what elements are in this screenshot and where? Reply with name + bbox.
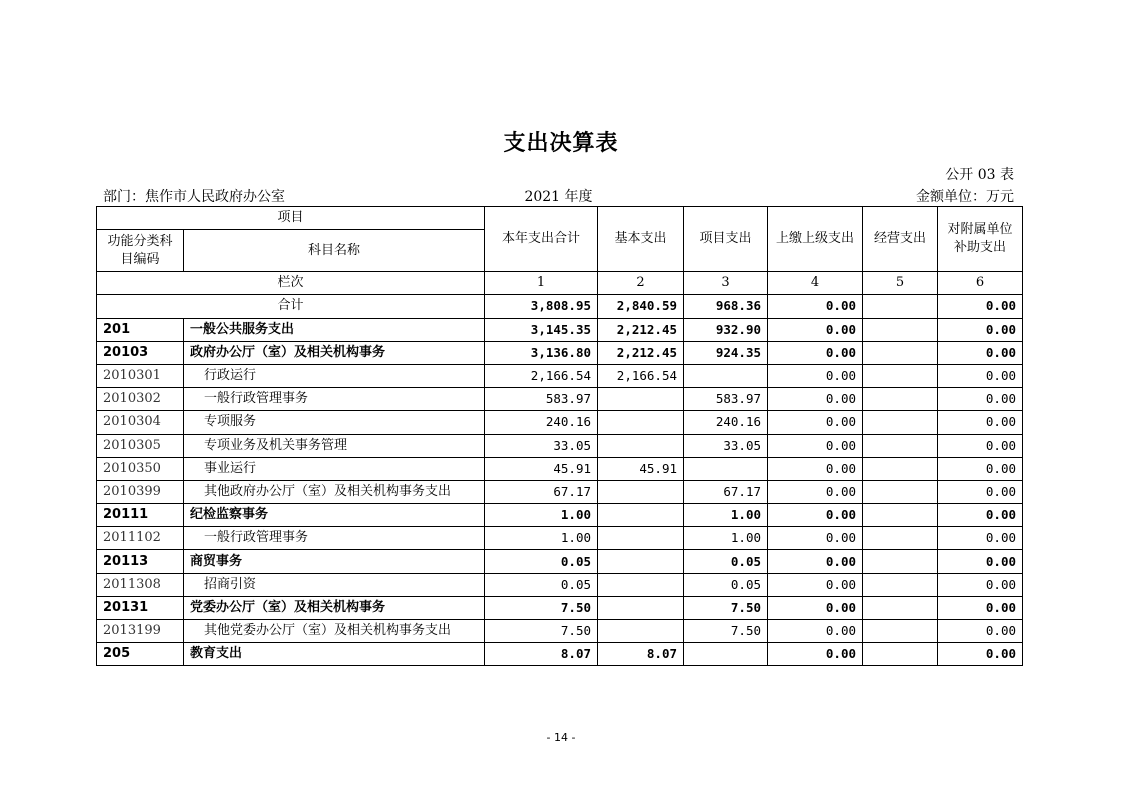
- row-c5: [863, 596, 938, 619]
- row-c2: 45.91: [598, 457, 684, 480]
- row-c4: 0.00: [768, 573, 863, 596]
- row-c4: 0.00: [768, 318, 863, 341]
- total-c4: 0.00: [768, 295, 863, 318]
- row-c1: 33.05: [485, 434, 598, 457]
- page-title: 支出决算表: [503, 131, 619, 156]
- table-row: [97, 480, 1023, 503]
- row-c3: 1.00: [684, 527, 768, 550]
- header-n4: 4: [768, 272, 863, 295]
- row-c6: 0.00: [938, 643, 1023, 666]
- header-project: 项目: [97, 207, 485, 230]
- table-row: [97, 620, 1023, 643]
- row-name: 一般行政管理事务: [184, 527, 485, 550]
- row-code: 2010302: [97, 388, 184, 411]
- row-c3: 583.97: [684, 388, 768, 411]
- row-c6: 0.00: [938, 411, 1023, 434]
- table-row: [97, 411, 1023, 434]
- header-col3: 项目支出: [684, 207, 768, 272]
- header-col1: 本年支出合计: [485, 207, 598, 272]
- unit-label: 金额单位：万元: [916, 189, 1014, 205]
- row-c5: [863, 411, 938, 434]
- total-c1: 3,808.95: [485, 295, 598, 318]
- table-number: 公开 03 表: [945, 167, 1014, 183]
- row-name: 党委办公厅（室）及相关机构事务: [184, 596, 485, 619]
- row-code: 2010304: [97, 411, 184, 434]
- row-c6: 0.00: [938, 318, 1023, 341]
- row-c2: [598, 480, 684, 503]
- row-c2: 8.07: [598, 643, 684, 666]
- header-n3: 3: [684, 272, 768, 295]
- total-c3: 968.36: [684, 295, 768, 318]
- row-c2: [598, 527, 684, 550]
- row-c5: [863, 620, 938, 643]
- row-c2: [598, 434, 684, 457]
- row-c2: [598, 620, 684, 643]
- row-c6: 0.00: [938, 434, 1023, 457]
- table-row: [97, 596, 1023, 619]
- row-c1: 583.97: [485, 388, 598, 411]
- row-c4: 0.00: [768, 411, 863, 434]
- row-name: 行政运行: [184, 364, 485, 387]
- total-c2: 2,840.59: [598, 295, 684, 318]
- row-code: 20103: [97, 341, 184, 364]
- row-c1: 0.05: [485, 550, 598, 573]
- row-c6: 0.00: [938, 550, 1023, 573]
- row-code: 2010301: [97, 364, 184, 387]
- row-c5: [863, 434, 938, 457]
- row-name: 纪检监察事务: [184, 504, 485, 527]
- header-n1: 1: [485, 272, 598, 295]
- row-c2: 2,166.54: [598, 364, 684, 387]
- table-row: [97, 388, 1023, 411]
- table-row: [97, 550, 1023, 573]
- row-name: 政府办公厅（室）及相关机构事务: [184, 341, 485, 364]
- row-code: 2011102: [97, 527, 184, 550]
- row-c5: [863, 388, 938, 411]
- row-c3: 924.35: [684, 341, 768, 364]
- row-code: 20131: [97, 596, 184, 619]
- header-row-label: 栏次: [97, 272, 485, 295]
- row-c2: [598, 596, 684, 619]
- row-c1: 7.50: [485, 596, 598, 619]
- row-c4: 0.00: [768, 364, 863, 387]
- row-c1: 240.16: [485, 411, 598, 434]
- row-c1: 1.00: [485, 527, 598, 550]
- row-c1: 3,136.80: [485, 341, 598, 364]
- year-label: 2021 年度: [524, 189, 593, 205]
- row-code: 2013199: [97, 620, 184, 643]
- row-c1: 2,166.54: [485, 364, 598, 387]
- row-c4: 0.00: [768, 480, 863, 503]
- row-name: 专项业务及机关事务管理: [184, 434, 485, 457]
- row-c3: 7.50: [684, 596, 768, 619]
- row-c1: 0.05: [485, 573, 598, 596]
- table-row: [97, 434, 1023, 457]
- row-c3: 932.90: [684, 318, 768, 341]
- row-c6: 0.00: [938, 620, 1023, 643]
- row-c1: 45.91: [485, 457, 598, 480]
- department-label: 部门：焦作市人民政府办公室: [103, 189, 285, 205]
- header-n6: 6: [938, 272, 1023, 295]
- row-c3: 67.17: [684, 480, 768, 503]
- row-c3: 33.05: [684, 434, 768, 457]
- row-code: 2010305: [97, 434, 184, 457]
- total-row: [97, 295, 1023, 318]
- row-c4: 0.00: [768, 527, 863, 550]
- row-c3: 240.16: [684, 411, 768, 434]
- row-name: 教育支出: [184, 643, 485, 666]
- row-c5: [863, 573, 938, 596]
- row-c2: [598, 411, 684, 434]
- row-name: 商贸事务: [184, 550, 485, 573]
- row-c5: [863, 550, 938, 573]
- row-c4: 0.00: [768, 596, 863, 619]
- row-c4: 0.00: [768, 341, 863, 364]
- row-c5: [863, 364, 938, 387]
- row-c4: 0.00: [768, 434, 863, 457]
- row-c4: 0.00: [768, 643, 863, 666]
- row-code: 2011308: [97, 573, 184, 596]
- row-c5: [863, 457, 938, 480]
- header-col6: 对附属单位补助支出: [938, 207, 1023, 272]
- header-col4: 上缴上级支出: [768, 207, 863, 272]
- row-code: 20111: [97, 504, 184, 527]
- row-code: 201: [97, 318, 184, 341]
- header-func-code: 功能分类科目编码: [97, 230, 184, 272]
- total-c6: 0.00: [938, 295, 1023, 318]
- header-n2: 2: [598, 272, 684, 295]
- row-name: 一般行政管理事务: [184, 388, 485, 411]
- row-c6: 0.00: [938, 341, 1023, 364]
- table-row: [97, 643, 1023, 666]
- row-c5: [863, 318, 938, 341]
- row-c3: [684, 643, 768, 666]
- row-name: 其他党委办公厅（室）及相关机构事务支出: [184, 620, 485, 643]
- row-c3: 0.05: [684, 573, 768, 596]
- table-row: [97, 504, 1023, 527]
- row-c6: 0.00: [938, 388, 1023, 411]
- row-c4: 0.00: [768, 550, 863, 573]
- row-c6: 0.00: [938, 504, 1023, 527]
- row-c1: 8.07: [485, 643, 598, 666]
- row-c6: 0.00: [938, 573, 1023, 596]
- row-c2: [598, 550, 684, 573]
- row-name: 其他政府办公厅（室）及相关机构事务支出: [184, 480, 485, 503]
- table-row: [97, 527, 1023, 550]
- page-number: - 14 -: [546, 731, 576, 744]
- row-c5: [863, 341, 938, 364]
- row-c6: 0.00: [938, 596, 1023, 619]
- row-c3: 1.00: [684, 504, 768, 527]
- row-code: 2010399: [97, 480, 184, 503]
- row-c3: [684, 457, 768, 480]
- row-name: 一般公共服务支出: [184, 318, 485, 341]
- total-label: 合计: [97, 295, 485, 318]
- header-n5: 5: [863, 272, 938, 295]
- row-code: 20113: [97, 550, 184, 573]
- row-c5: [863, 480, 938, 503]
- row-c2: 2,212.45: [598, 341, 684, 364]
- row-c5: [863, 527, 938, 550]
- row-c3: [684, 364, 768, 387]
- row-c3: 7.50: [684, 620, 768, 643]
- row-c6: 0.00: [938, 457, 1023, 480]
- row-c2: [598, 573, 684, 596]
- row-c4: 0.00: [768, 457, 863, 480]
- row-c2: [598, 504, 684, 527]
- row-code: 2010350: [97, 457, 184, 480]
- row-c2: 2,212.45: [598, 318, 684, 341]
- row-c4: 0.00: [768, 388, 863, 411]
- row-c3: 0.05: [684, 550, 768, 573]
- table-row: [97, 318, 1023, 341]
- row-c1: 7.50: [485, 620, 598, 643]
- row-c4: 0.00: [768, 620, 863, 643]
- row-c6: 0.00: [938, 364, 1023, 387]
- header-subject-name: 科目名称: [184, 230, 485, 272]
- table-row: [97, 457, 1023, 480]
- row-c6: 0.00: [938, 480, 1023, 503]
- header-col2: 基本支出: [598, 207, 684, 272]
- row-c6: 0.00: [938, 527, 1023, 550]
- table-row: [97, 364, 1023, 387]
- table-row: [97, 573, 1023, 596]
- table-row: [97, 341, 1023, 364]
- total-c5: [863, 295, 938, 318]
- row-name: 招商引资: [184, 573, 485, 596]
- row-c1: 1.00: [485, 504, 598, 527]
- header-col5: 经营支出: [863, 207, 938, 272]
- row-code: 205: [97, 643, 184, 666]
- row-name: 专项服务: [184, 411, 485, 434]
- expenditure-table: [96, 206, 1023, 666]
- row-c1: 67.17: [485, 480, 598, 503]
- row-c4: 0.00: [768, 504, 863, 527]
- row-c2: [598, 388, 684, 411]
- row-c5: [863, 504, 938, 527]
- meta-line: [103, 186, 1014, 206]
- row-name: 事业运行: [184, 457, 485, 480]
- row-c1: 3,145.35: [485, 318, 598, 341]
- row-c5: [863, 643, 938, 666]
